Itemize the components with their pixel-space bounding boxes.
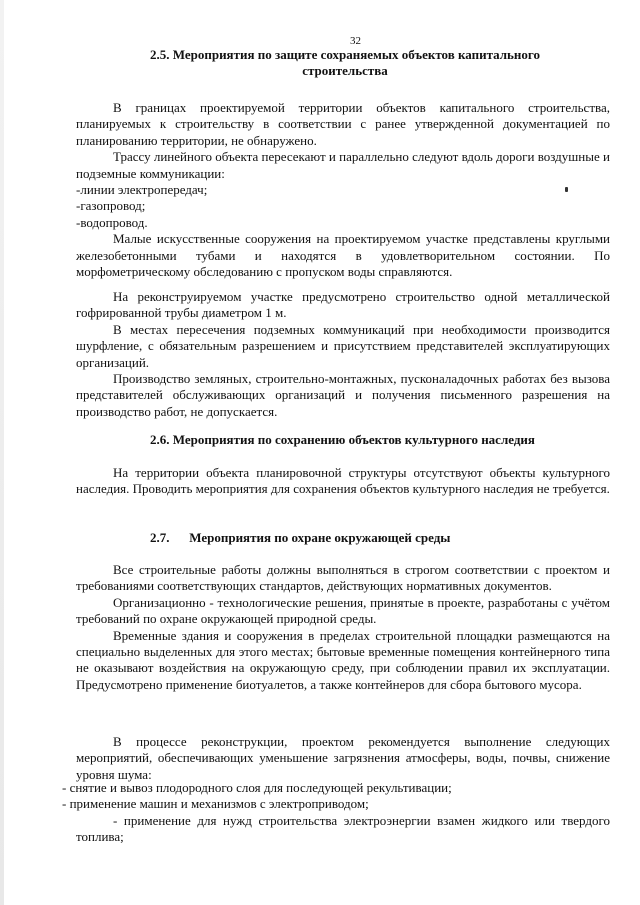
paragraph: В границах проектируемой территории объектов капитального строительства, планируемых к строительству в соответствии с ранее утвержденной документацией по планированию территории, не обнаружено. — [76, 100, 610, 148]
section-number: 2.6. — [150, 432, 170, 447]
section-2-7-title — [150, 530, 450, 546]
list-item-last: - применение для нужд строительства электроэнергии взамен жидкого или твердого топлива; — [76, 813, 610, 845]
list-item: -линии электропередач; — [76, 182, 208, 198]
paragraph: Временные здания и сооружения в пределах строительной площадки размещаются на специально выделенных для этого местах; бытовые временные помещения контейнерного типа не оказывают воздействия на окружающую среду, при соблюдении правил их эксплуатации. Предусмотрено применение биотуалетов, а также контейнеров для сбора бытового мусора. — [76, 627, 610, 692]
paragraph: Организационно - технологические решения, принятые в проекте, разработаны с учётом требований по охране окружающей природной среды. — [76, 594, 610, 627]
scan-edge — [0, 0, 4, 905]
page-number: 32 — [350, 35, 361, 47]
section-2-6-paragraph: На территории объекта планировочной структуры отсутствуют объекты культурного наследия. Проводить мероприятия для сохранения объектов культурного наследия не требуется. — [76, 465, 610, 497]
section-title: Мероприятия по сохранению объектов культурного наследия — [172, 432, 535, 447]
list-item: -газопровод; — [76, 198, 146, 214]
measures-list — [62, 780, 610, 813]
paragraph: Трассу линейного объекта пересекают и параллельно следуют вдоль дороги воздушные и подземные коммуникации: — [76, 149, 610, 181]
section-2-5-body — [76, 100, 610, 280]
section-2-7-body — [76, 562, 610, 693]
scan-speck — [565, 187, 568, 192]
paragraph: На реконструируемом участке предусмотрено строительство одной металлической гофрированной трубы диаметром 1 м. — [76, 289, 610, 321]
list-item: - снятие и вывоз плодородного слоя для последующей рекультивации; — [62, 780, 452, 795]
section-2-5-body-continued — [76, 289, 610, 420]
paragraph: Все строительные работы должны выполняться в строгом соответствии с проектом и требованиями соответствующих стандартов, действующих нормативных документов. — [76, 562, 610, 594]
list-item: - применение машин и механизмов с электроприводом; — [62, 796, 369, 812]
section-number: 2.7. — [150, 530, 170, 545]
section-2-5-title: 2.5. Мероприятия по защите сохраняемых объектов капитального строительства — [150, 47, 540, 78]
paragraph: Малые искусственные сооружения на проектируемом участке представлены круглыми железобетонными тубами и находятся в удовлетворительном состоянии. По морфометрическому обследованию с пропуском воды справляются. — [76, 231, 610, 280]
paragraph: В местах пересечения подземных коммуникаций при необходимости производится шурфление, с обязательным разрешением и присутствием представителей эксплуатирующих организаций. — [76, 321, 610, 370]
section-2-6-title — [150, 432, 535, 448]
list-item: -водопровод. — [76, 214, 148, 230]
section-title: Мероприятия по охране окружающей среды — [189, 530, 451, 545]
paragraph: Производство земляных, строительно-монтажных, пусконаладочных работах без вызова представителей обслуживающих организаций и получения письменного разрешения на производство работ, не допускается. — [76, 371, 610, 419]
section-2-7-paragraph: В процессе реконструкции, проектом рекомендуется выполнение следующих мероприятий, обеспечивающих уменьшение загрязнения атмосферы, воды, почвы, снижение уровня шума: — [76, 734, 610, 782]
